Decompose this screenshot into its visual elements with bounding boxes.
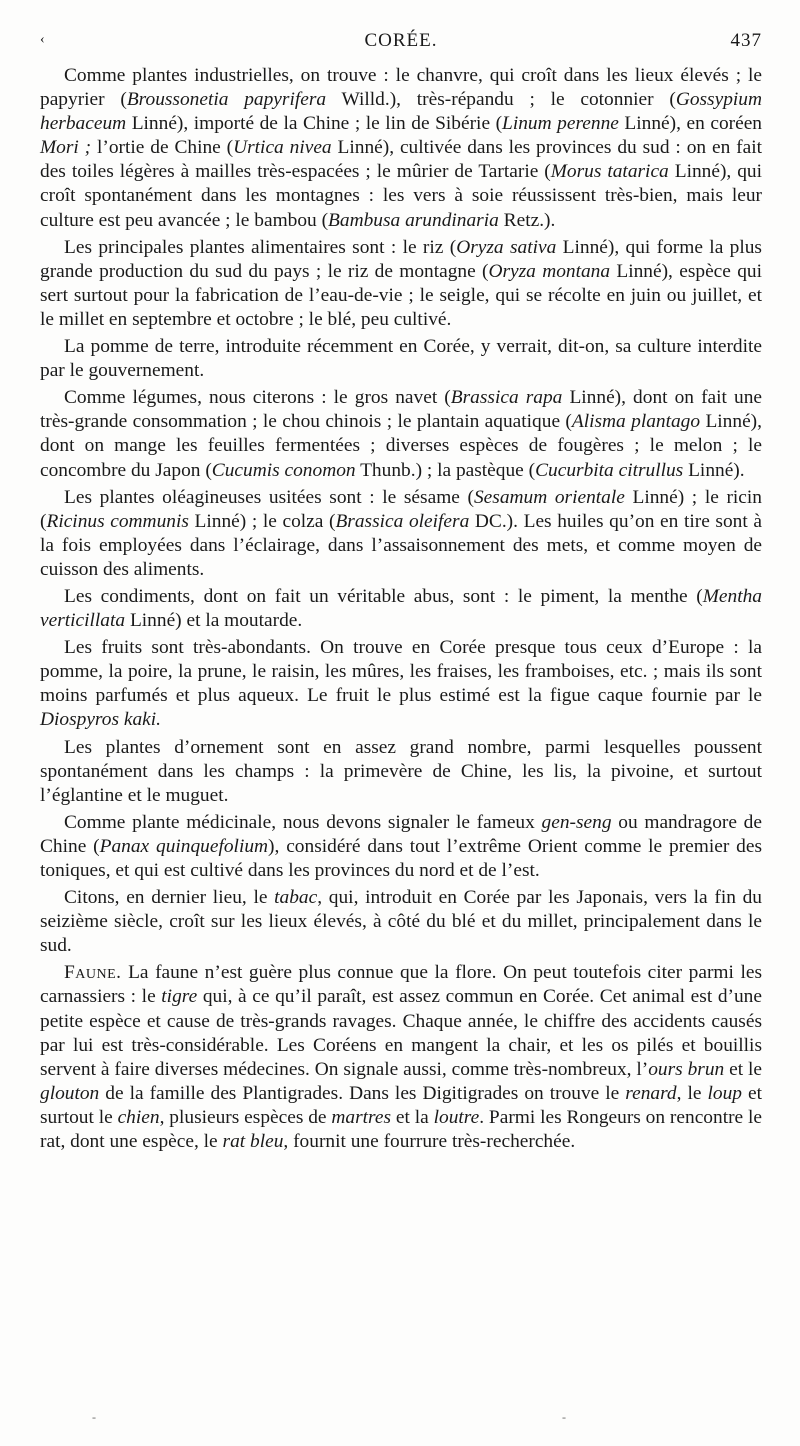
text-run: Linné) et la moutarde. [125, 610, 303, 632]
paragraph [40, 236, 762, 332]
italic-term: martres [331, 1106, 392, 1128]
italic-term: chien [117, 1106, 160, 1128]
text-run: Linné), importé de la Chine ; le lin de Sibérie ( [126, 113, 503, 135]
italic-term: glouton [40, 1082, 100, 1104]
italic-term: Gossypium herbaceum [40, 89, 762, 135]
italic-term: Mentha verticillata [40, 585, 762, 632]
section-lead: Faune. [64, 962, 122, 984]
text-run: Comme plante médicinale, nous devons signaler le fameux [64, 811, 542, 833]
text-run: Les plantes d’ornement sont en assez grand nombre, parmi lesquelles poussent spontanément dans les champs : la primevère de Chine, les lis, la pivoine, et surtout l’églantine et le muguet. [40, 736, 762, 806]
italic-term: tabac [274, 887, 318, 909]
text-run: et la [391, 1106, 434, 1128]
page-number: 437 [730, 30, 762, 51]
italic-term: rat bleu [222, 1131, 284, 1153]
text-run: et le [724, 1058, 762, 1080]
paragraph [40, 961, 762, 1154]
text-run: , plusieurs espèces de [159, 1106, 332, 1128]
text-run: , qui, introduit en Corée par les Japonais, vers la fin du seizième siècle, croît sur les lieux élevés, à côté du blé et du millet, principalement dans le sud. [40, 887, 762, 957]
paragraph [40, 335, 762, 383]
text-run: Linné), espèce qui sert surtout pour la fabrication de l’eau-de-vie ; le seigle, qui se récolte en juin ou juillet, et le millet en septembre et octobre ; le blé, peu cultivé. [40, 260, 762, 330]
paragraph [40, 886, 762, 958]
body-text [40, 64, 762, 1157]
text-run: Thunb.) ; la pastèque ( [355, 459, 536, 481]
italic-term: Linum perenne [502, 113, 619, 135]
text-run: Retz.). [498, 209, 556, 231]
text-run: Linné), cultivée dans les provinces du sud : on en fait des toiles légères à mailles très-espacées ; le mûrier de Tartarie ( [40, 137, 762, 183]
text-run: Linné), en coréen [618, 113, 762, 135]
text-run: Linné) ; le colza ( [188, 510, 336, 532]
scan-artifact-right: - [562, 1410, 566, 1424]
italic-term: Mori ; [40, 137, 92, 159]
running-head [40, 30, 762, 58]
text-run: Les plantes oléagineuses usitées sont : le sésame ( [64, 486, 474, 508]
text-run: qui, à ce qu’il paraît, est assez commun en Corée. Cet animal est d’une petite espèce et cause de très-grands ravages. Chaque année, le chiffre des accidents causés par lui est très-considérable. Les Coréens en mangent la chair, et les os pilés et bouillis servent à faire diverses médecines. On signale aussi, comme très-nombreux, l’ [40, 986, 762, 1080]
paragraph [40, 585, 762, 633]
text-run: l’ortie de Chine ( [91, 137, 234, 159]
text-run: Linné) ; le ricin ( [40, 486, 762, 532]
italic-term: Brassica rapa [450, 387, 563, 409]
text-run: Willd.), très-répandu ; le cotonnier ( [326, 89, 676, 111]
italic-term: Diospyros kaki. [40, 709, 161, 731]
italic-term: Panax quinquefolium [99, 835, 269, 857]
paragraph [40, 386, 762, 482]
text-run: La pomme de terre, introduite récemment en Corée, y verrait, dit-on, sa culture interdite par le gouvernement. [40, 336, 762, 382]
text-run: DC.). Les huiles qu’on en tire sont à la fois employées dans l’éclairage, dans l’assaisonnement des mets, et comme moyen de cuisson des aliments. [40, 510, 762, 580]
italic-term: Bambusa arundinaria [328, 209, 499, 231]
text-run: . Parmi les Rongeurs on rencontre le rat, dont une espèce, le [40, 1106, 762, 1153]
italic-term: Ricinus communis [46, 510, 189, 532]
text-run: La faune n’est guère plus connue que la flore. On peut toutefois citer parmi les carnassiers : le [40, 962, 762, 1008]
italic-term: tigre [161, 986, 198, 1008]
italic-term: Cucumis conomon [211, 459, 356, 481]
text-run: Linné), dont on mange les feuilles fermentées ; diverses espèces de fougères ; le melon ; le concombre du Japon ( [40, 411, 762, 481]
text-run: Linné), qui forme la plus grande production du sud du pays ; le riz de montagne ( [40, 236, 762, 282]
italic-term: Broussonetia papyrifera [126, 89, 327, 111]
text-run: Citons, en dernier lieu, le [64, 887, 275, 909]
italic-term: loutre [433, 1106, 480, 1128]
italic-term: gen-seng [541, 811, 612, 833]
italic-term: Cucurbita citrullus [535, 459, 684, 481]
italic-term: Morus tatarica [550, 161, 669, 183]
text-run: de la famille des Plantigrades. Dans les Digitigrades on trouve le [99, 1082, 626, 1104]
paragraph [40, 64, 762, 233]
italic-term: Oryza montana [488, 260, 611, 282]
italic-term: ours brun [648, 1058, 725, 1080]
italic-term: loup [707, 1082, 742, 1104]
text-run: Les condiments, dont on fait un véritable abus, sont : le piment, la menthe ( [64, 585, 703, 607]
text-run: , le [676, 1082, 708, 1104]
text-run: Les principales plantes alimentaires sont : le riz ( [64, 236, 457, 258]
text-run: , fournit une fourrure très-recherchée. [283, 1131, 576, 1153]
paragraph [40, 811, 762, 883]
italic-term: Urtica nivea [233, 137, 332, 159]
scan-artifact-left: - [92, 1410, 96, 1424]
italic-term: Oryza sativa [456, 236, 557, 258]
paragraph [40, 636, 762, 732]
text-run: Linné), dont on fait une très-grande consommation ; le chou chinois ; le plantain aquatique ( [40, 387, 762, 433]
text-run: Les fruits sont très-abondants. On trouve en Corée presque tous ceux d’Europe : la pomme, la poire, la prune, le raisin, les mûres, les fraises, les framboises, etc. ; mais ils sont moins parfumés et plus aqueux. Le fruit le plus estimé est la figue caque fournie par le [40, 637, 762, 707]
text-run: ), considéré dans tout l’extrême Orient comme le premier des toniques, et qui est cultivé dans les provinces du nord et de l’est. [40, 835, 762, 881]
italic-term: Sesamum orientale [473, 486, 625, 508]
text-run: Comme légumes, nous citerons : le gros navet ( [64, 387, 451, 409]
paragraph [40, 486, 762, 582]
text-run: Linné). [683, 459, 745, 481]
text-run: et surtout le [40, 1082, 762, 1128]
italic-term: renard [625, 1082, 677, 1104]
text-run: Linné), qui croît spontanément dans les montagnes : les vers à soie réussissent très-bien, mais leur culture est peu avancée ; le bambou ( [40, 161, 763, 231]
running-title: CORÉE. [364, 30, 438, 51]
italic-term: Brassica oleifera [335, 510, 470, 532]
italic-term: Alisma plantago [571, 411, 701, 433]
text-run: Comme plantes industrielles, on trouve : le chanvre, qui croît dans les lieux élevés ; le papyrier ( [40, 65, 762, 111]
paragraph [40, 736, 762, 808]
text-run: ou mandragore de Chine ( [40, 811, 762, 857]
margin-mark: ‹ [40, 32, 46, 47]
